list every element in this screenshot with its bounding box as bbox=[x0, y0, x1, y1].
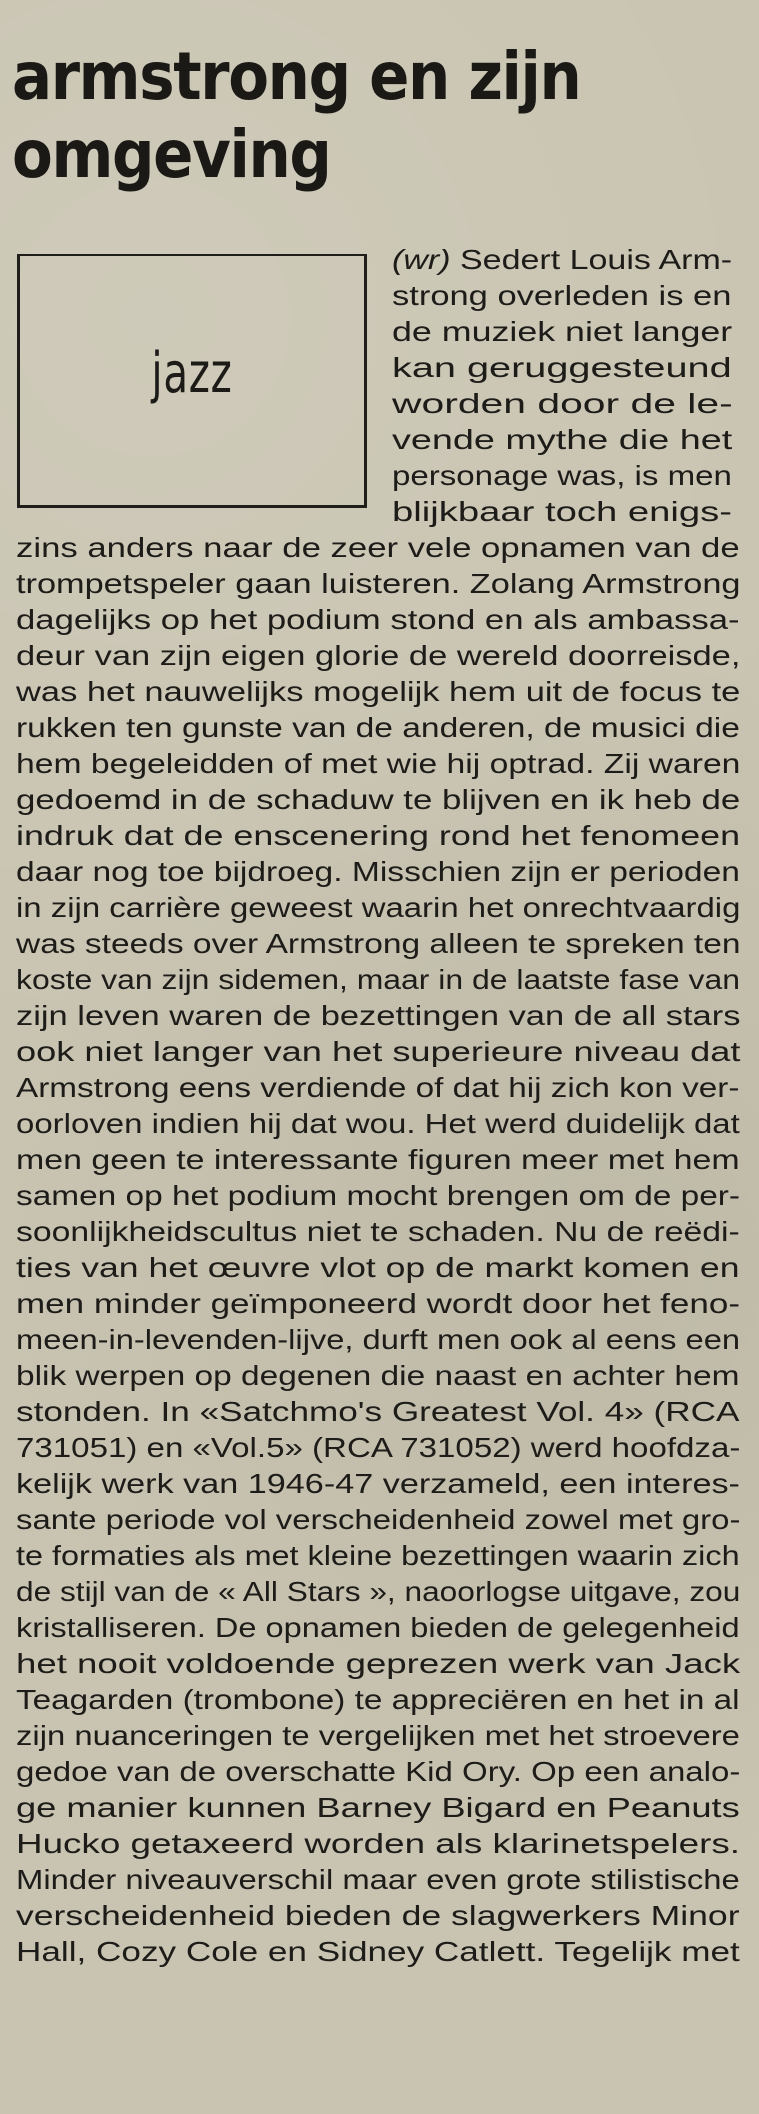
body-line: was het nauwelijks mogelijk hem uit de focus te bbox=[16, 676, 741, 707]
section-label: jazz bbox=[151, 341, 233, 406]
body-line: daar nog toe bijdroeg. Misschien zijn er perioden bbox=[16, 856, 740, 887]
body-line: gedoe van de overschatte Kid Ory. Op een analo- bbox=[16, 1756, 741, 1787]
body-line: vende mythe die het bbox=[392, 424, 733, 455]
body-line: blijkbaar toch enigs- bbox=[392, 496, 733, 527]
body-line: Minder niveauverschil maar even grote stilistische bbox=[16, 1864, 740, 1895]
body-line: personage was, is men bbox=[392, 460, 732, 491]
body-line: dagelijks op het podium stond en als ambassa- bbox=[16, 604, 740, 635]
body-line: Armstrong eens verdiende of dat hij zich kon ver- bbox=[16, 1072, 740, 1103]
body-line: 731051) en «Vol.5» (RCA 731052) werd hoofdza- bbox=[16, 1432, 741, 1463]
body-line: de muziek niet langer bbox=[392, 316, 733, 347]
body-line: men minder geïmponeerd wordt door het feno- bbox=[16, 1288, 740, 1319]
body-line: kan geruggesteund bbox=[392, 352, 732, 383]
body-line: ook niet langer van het superieure niveau dat bbox=[16, 1036, 741, 1067]
body-line: kristalliseren. De opnamen bieden de gelegenheid bbox=[16, 1612, 740, 1643]
body-line: Hall, Cozy Cole en Sidney Catlett. Tegelijk met bbox=[16, 1936, 740, 1967]
body-line: trompetspeler gaan luisteren. Zolang Armstrong bbox=[16, 568, 741, 599]
body-line: oorloven indien hij dat wou. Het werd duidelijk dat bbox=[16, 1108, 740, 1139]
headline-line-1: armstrong en zijn bbox=[12, 38, 581, 115]
headline-line-2: omgeving bbox=[12, 116, 331, 193]
body-line: blik werpen op degenen die naast en achter hem bbox=[16, 1360, 740, 1391]
body-line: Hucko getaxeerd worden als klarinetspelers. bbox=[16, 1828, 740, 1859]
body-line: de stijl van de « All Stars », naoorlogse uitgave, zou bbox=[16, 1576, 741, 1607]
body-line: het nooit voldoende geprezen werk van Jack bbox=[16, 1648, 741, 1679]
body-line: koste van zijn sidemen, maar in de laatste fase van bbox=[16, 964, 741, 995]
body-line: verscheidenheid bieden de slagwerkers Minor bbox=[16, 1900, 740, 1931]
body-line: stonden. In «Satchmo's Greatest Vol. 4» (RCA bbox=[16, 1396, 740, 1427]
article-headline bbox=[12, 38, 678, 194]
section-label-box bbox=[17, 254, 367, 508]
body-line: samen op het podium mocht brengen om de per- bbox=[16, 1180, 741, 1211]
body-line: deur van zijn eigen glorie de wereld doorreisde, bbox=[16, 640, 741, 671]
body-line: gedoemd in de schaduw te blijven en ik heb de bbox=[16, 784, 741, 815]
body-line: zijn nuanceringen te vergelijken met het stroevere bbox=[16, 1720, 740, 1751]
body-line: kelijk werk van 1946-47 verzameld, een interes- bbox=[16, 1468, 740, 1499]
body-line: in zijn carrière geweest waarin het onrechtvaardig bbox=[16, 892, 741, 923]
body-line: sante periode vol verscheidenheid zowel met gro- bbox=[16, 1504, 741, 1535]
body-line: zijn leven waren de bezettingen van de all stars bbox=[16, 1000, 741, 1031]
body-line-text: Sedert Louis Arm- bbox=[459, 244, 733, 275]
body-line: ge manier kunnen Barney Bigard en Peanuts bbox=[16, 1792, 740, 1823]
body-line: men geen te interessante figuren meer met hem bbox=[16, 1144, 740, 1175]
body-line: indruk dat de enscenering rond het fenomeen bbox=[16, 820, 741, 851]
body-line: strong overleden is en bbox=[392, 280, 732, 311]
body-line: worden door de le- bbox=[392, 388, 733, 419]
body-line: te formaties als met kleine bezettingen waarin zich bbox=[16, 1540, 740, 1571]
body-line: was steeds over Armstrong alleen te spreken ten bbox=[16, 928, 741, 959]
body-line: Teagarden (trombone) te appreciëren en het in al bbox=[16, 1684, 740, 1715]
body-line: soonlijkheidscultus niet te schaden. Nu de reëdi- bbox=[16, 1216, 740, 1247]
body-line: ties van het œuvre vlot op de markt komen en bbox=[16, 1252, 740, 1283]
byline: (wr) bbox=[392, 244, 451, 275]
body-line: hem begeleidden of met wie hij optrad. Zij waren bbox=[16, 748, 741, 779]
body-line: meen-in-levenden-lijve, durft men ook al eens een bbox=[16, 1324, 741, 1355]
body-line: zins anders naar de zeer vele opnamen van de bbox=[16, 532, 740, 563]
body-line: rukken ten gunste van de anderen, de musici die bbox=[16, 712, 740, 743]
body-line bbox=[392, 244, 732, 276]
